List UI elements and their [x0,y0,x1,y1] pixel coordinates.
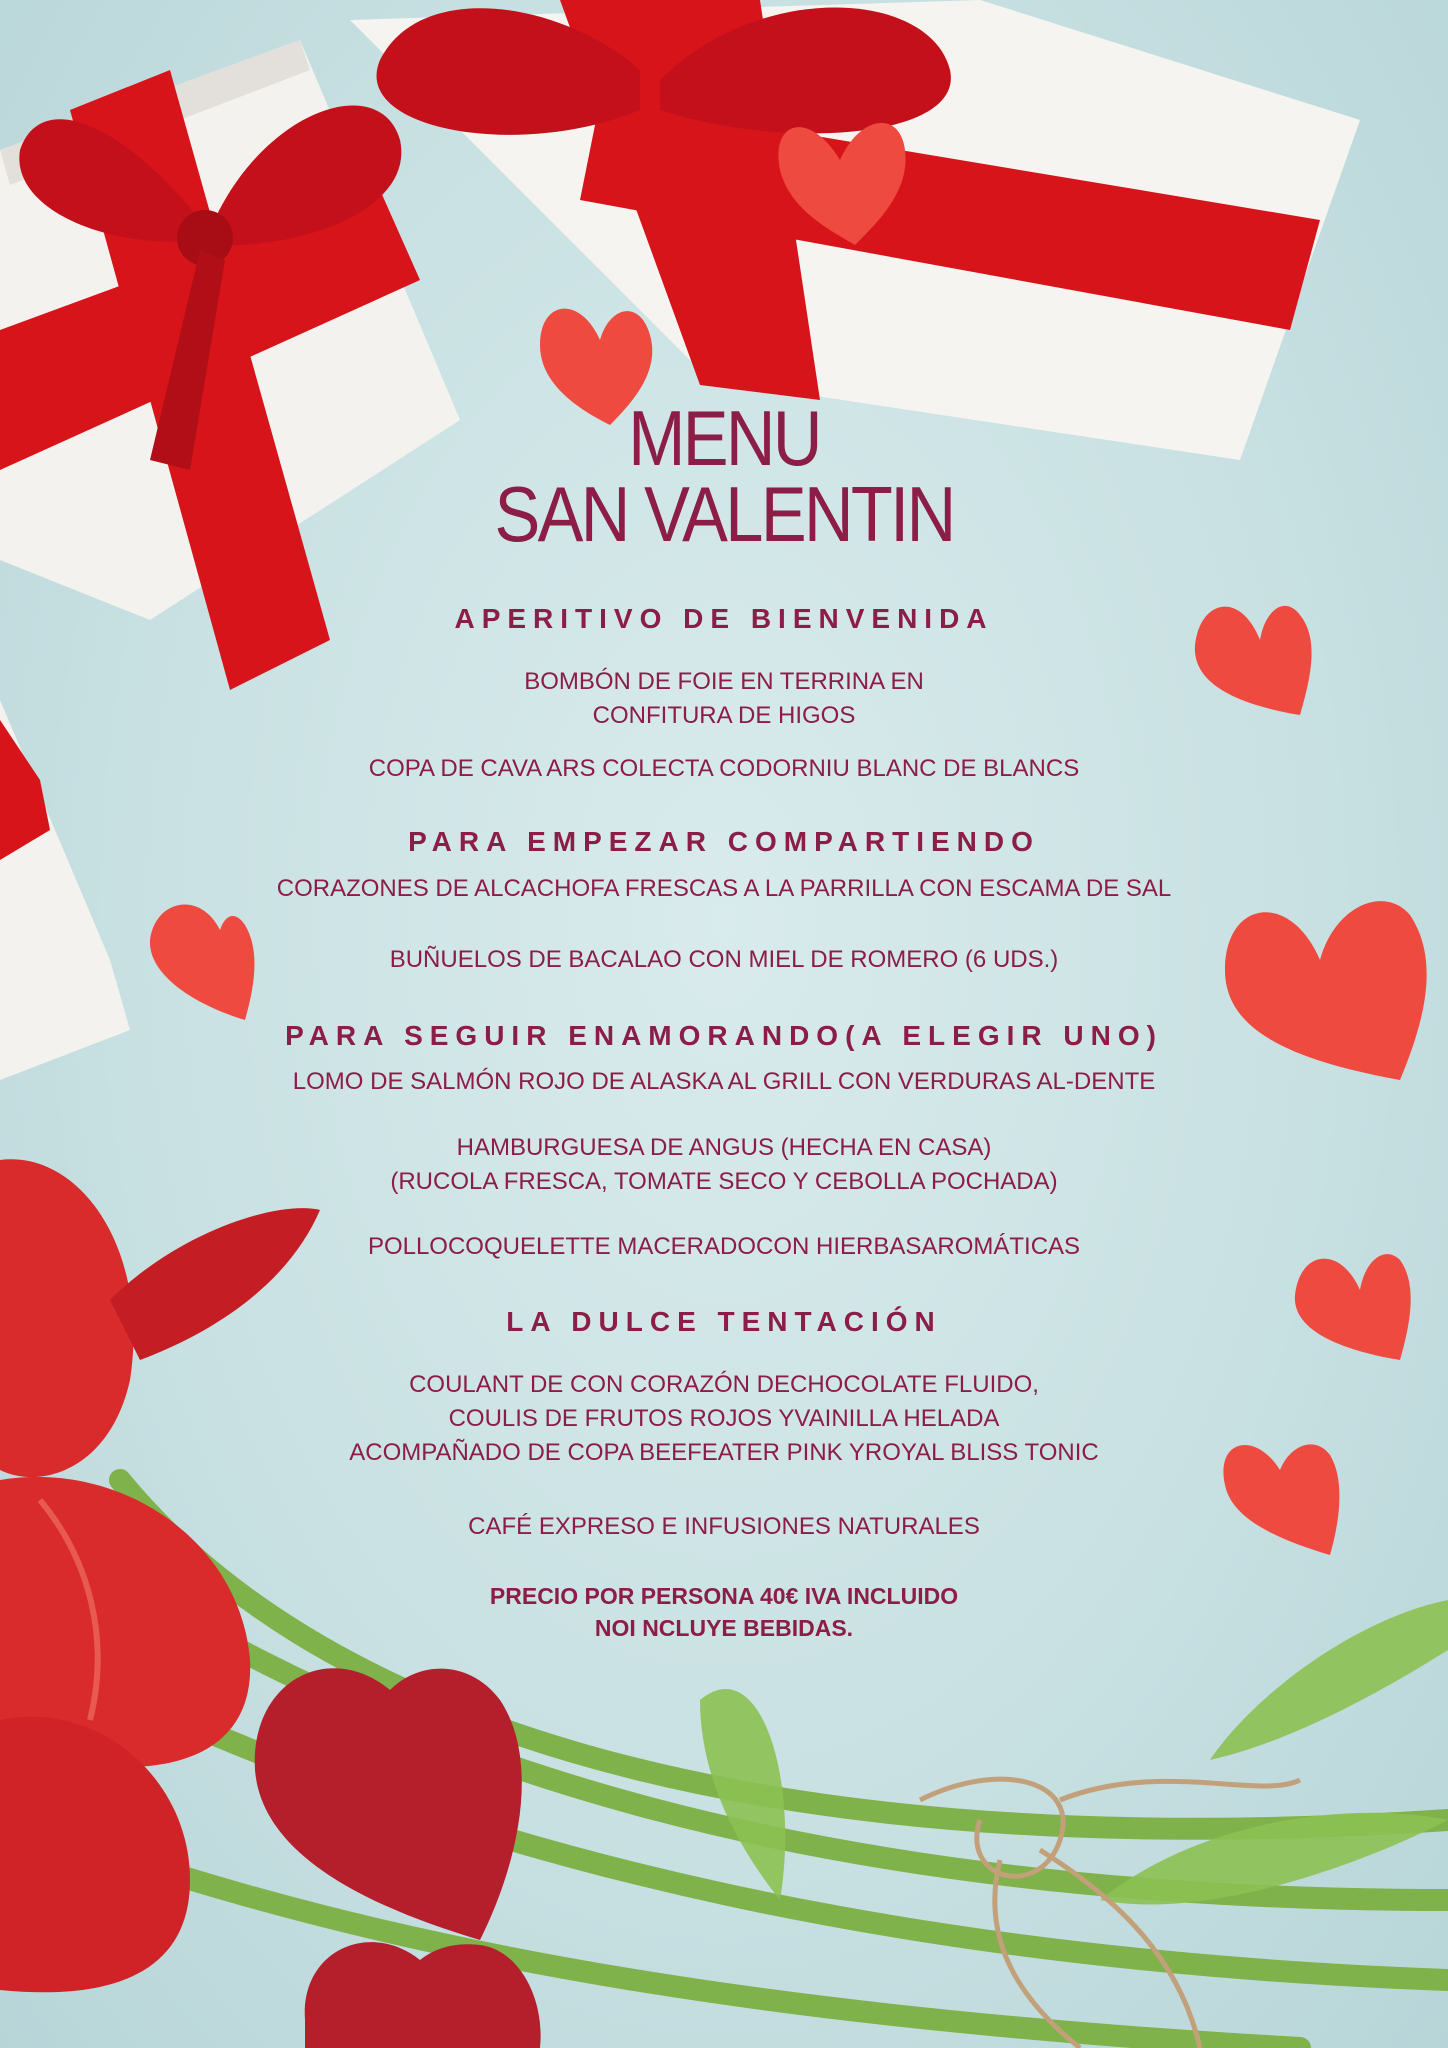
menu-item: COULANT DE CON CORAZÓN DECHOCOLATE FLUIDO, COULIS DE FRUTOS ROJOS YVAINILLA HELADA ACOMPAÑADO DE COPA BEEFEATER PINK YROYAL BLISS TONIC [349,1371,1099,1466]
menu-item: CORAZONES DE ALCACHOFA FRESCAS A LA PARRILLA CON ESCAMA DE SAL [276,875,1172,902]
menu-item: LOMO DE SALMÓN ROJO DE ALASKA AL GRILL CON VERDURAS AL-DENTE [292,1068,1156,1095]
price-note: PRECIO POR PERSONA 40€ IVA INCLUIDO NOI NCLUYE BEBIDAS. [489,1583,959,1641]
section-heading-seguir: PARA SEGUIR ENAMORANDO(A ELEGIR UNO) [285,1020,1163,1051]
gift-box-icon [0,40,460,690]
paper-heart-icon [1295,1254,1411,1360]
section-heading-empezar: PARA EMPEZAR COMPARTIENDO [408,826,1040,857]
menu-item: HAMBURGUESA DE ANGUS (HECHA EN CASA) (RUCOLA FRESCA, TOMATE SECO Y CEBOLLA POCHADA) [390,1134,1058,1195]
knitted-heart-icon [255,1668,541,2048]
menu-title-line2: SAN VALENTIN [494,470,954,558]
tulip-icon [0,1159,320,1992]
menu-item: BUÑUELOS DE BACALAO CON MIEL DE ROMERO (6 UDS.) [389,946,1059,973]
menu-item: CAFÉ EXPRESO E INFUSIONES NATURALES [468,1513,980,1540]
paper-heart-icon [1223,1444,1339,1555]
paper-heart-icon [1225,901,1427,1080]
section-heading-dulce: LA DULCE TENTACIÓN [506,1306,942,1337]
gift-box-icon [0,700,130,1080]
section-heading-aperitivo: APERITIVO DE BIENVENIDA [454,603,994,634]
menu-title-line1: MENU [628,394,820,482]
menu-item: BOMBÓN DE FOIE EN TERRINA EN CONFITURA DE HIGOS [524,668,924,729]
menu-item: POLLOCOQUELETTE MACERADOCON HIERBASAROMÁTICAS [367,1233,1081,1260]
menu-item: COPA DE CAVA ARS COLECTA CODORNIU BLANC DE BLANCS [368,755,1080,782]
